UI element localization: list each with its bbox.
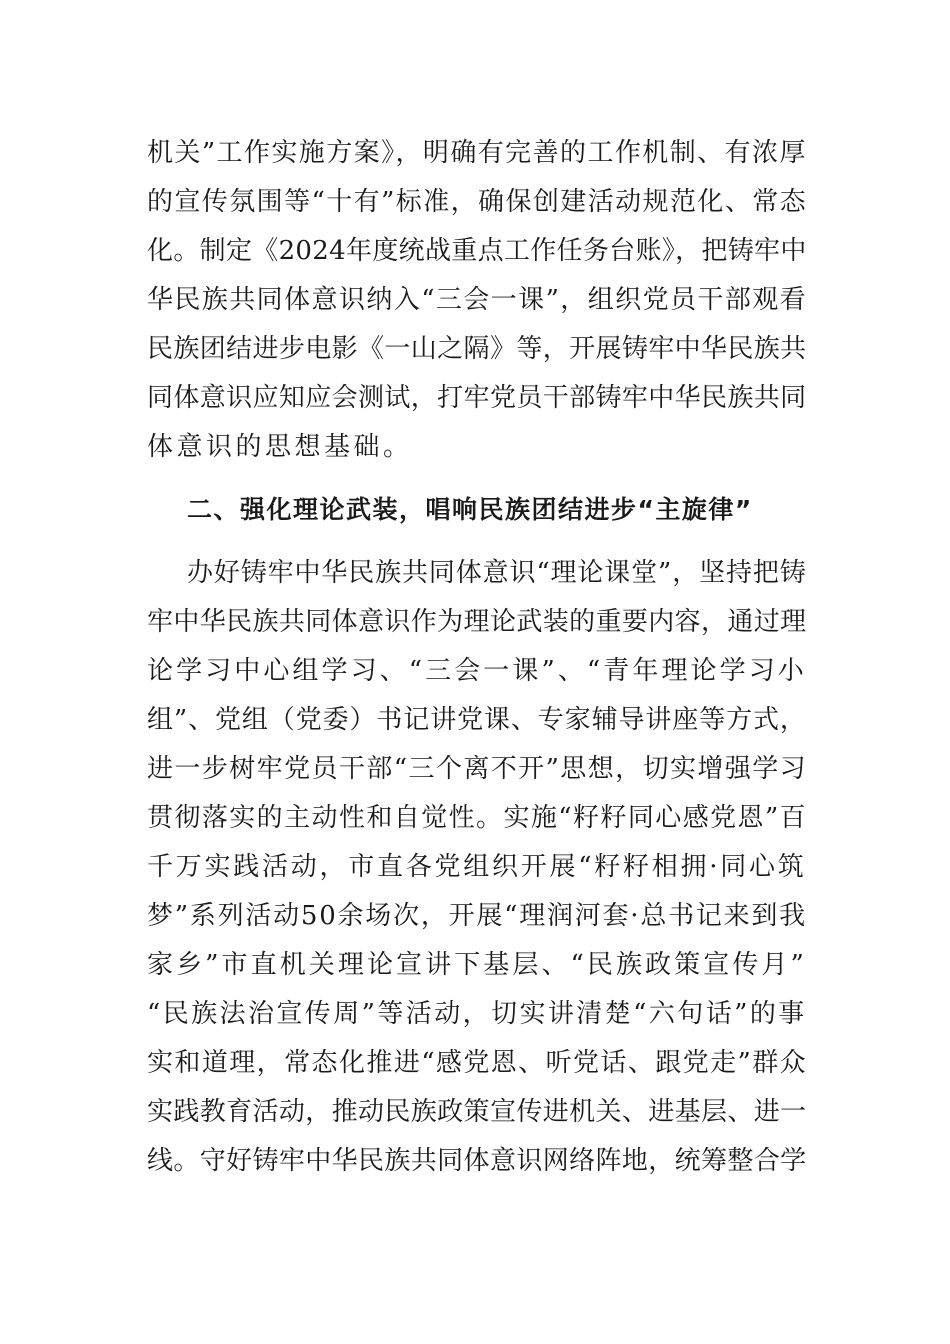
paragraph-line: 家乡”市直机关理论宣讲下基层、“民族政策宣传月” [147,950,807,980]
paragraph-line: 体意识的思想基础。 [147,432,413,462]
paragraph-line: 实和道理，常态化推进“感党恩、听党话、跟党走”群众 [147,1048,808,1078]
section-heading: 二、强化理论武装，唱响民族团结进步“主旋律” [187,495,753,524]
paragraph-line: 的宣传氛围等“十有”标准，确保创建活动规范化、常态 [147,187,808,217]
paragraph-line: 论学习中心组学习、“三会一课”、“青年理论学习小 [147,656,807,686]
paragraph-line: 组”、党组（党委）书记讲党课、专家辅导讲座等方式， [147,705,807,735]
paragraph-line: 贯彻落实的主动性和自觉性。实施“籽籽同心感党恩”百 [147,803,808,833]
paragraph-line: 民族团结进步电影《一山之隔》等，开展铸牢中华民族共 [147,334,807,364]
paragraph-line: 同体意识应知应会测试，打牢党员干部铸牢中华民族共同 [147,383,807,413]
paragraph-line: 化。制定《2024年度统战重点工作任务台账》，把铸牢中 [147,236,807,266]
paragraph-line: “民族法治宣传周”等活动，切实讲清楚“六句话”的事 [147,999,807,1029]
paragraph-line: 办好铸牢中华民族共同体意识“理论课堂”，坚持把铸 [187,558,807,588]
paragraph-line: 梦”系列活动50余场次，开展“理润河套·总书记来到我 [147,901,807,931]
paragraph-line: 牢中华民族共同体意识作为理论武装的重要内容，通过理 [147,607,807,637]
paragraph-line: 千万实践活动，市直各党组织开展“籽籽相拥·同心筑 [147,852,807,882]
paragraph-line: 实践教育活动，推动民族政策宣传进机关、进基层、进一 [147,1097,807,1127]
paragraph-line: 进一步树牢党员干部“三个离不开”思想，切实增强学习 [147,754,808,784]
paragraph-line: 线。守好铸牢中华民族共同体意识网络阵地，统筹整合学 [147,1146,807,1176]
paragraph-line: 华民族共同体意识纳入“三会一课”，组织党员干部观看 [147,285,808,315]
paragraph-line: 机关”工作实施方案》，明确有完善的工作机制、有浓厚 [147,138,807,168]
